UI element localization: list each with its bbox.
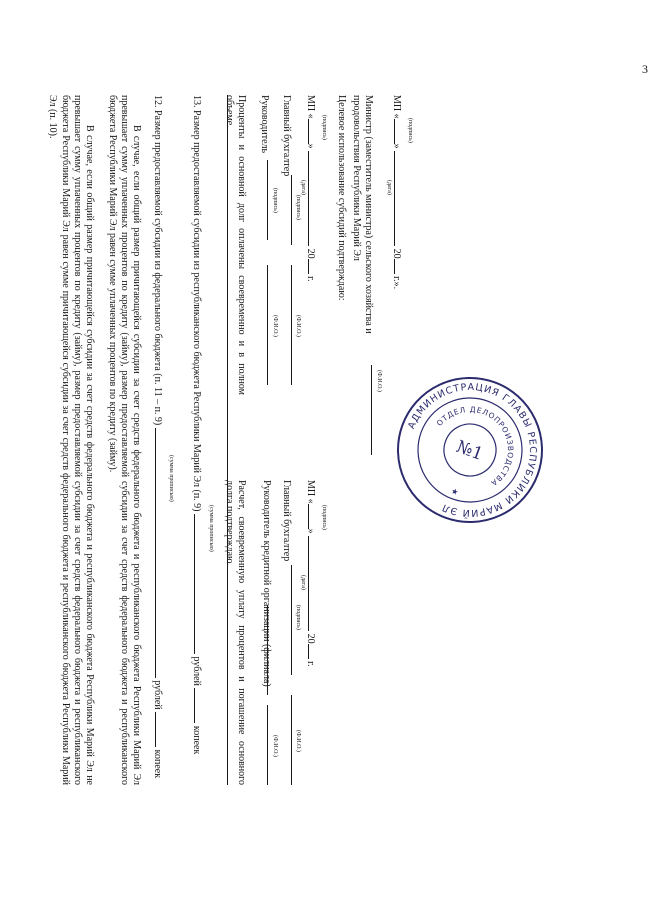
right-mp-year-line xyxy=(308,644,318,659)
left-head xyxy=(258,95,270,153)
item-13 xyxy=(190,95,204,754)
bottom-mp-g: г.». xyxy=(391,276,402,290)
right-mp xyxy=(304,480,318,667)
item-12-caption: (сумма прописью) xyxy=(168,455,174,502)
item-12-kop-line xyxy=(155,712,165,747)
paragraph-1: В случае, если общий размер причитающейся субсидии за счет средств федерального бюджета и республиканского бюджета Республики Марий Эл не превышает сумму уплаченных процентов по кредиту (займу), размер предоставляемой субсидии за счет средств федерального бюджета и республиканского бюджета Республики Марий Эл равен сумме причитающейся субсидии за счет средств федерального бюджета и республиканского бюджета Республики Марий Эл (п. 10). xyxy=(47,95,95,785)
left-mp-g: г. xyxy=(305,276,316,282)
left-head-sign-line xyxy=(267,160,268,240)
bottom-mp-close: » xyxy=(391,143,402,149)
left-head-sign-caption: (подпись) xyxy=(272,188,278,213)
left-mp-close: » xyxy=(305,143,316,149)
bottom-sign-line xyxy=(371,365,372,455)
item-12-sum-line xyxy=(155,428,165,678)
item-13-rub: рублей xyxy=(191,656,202,686)
left-mp-sign-caption: (подпись) xyxy=(321,115,327,140)
bottom-confirm: Целевое использование субсидий подтверждаю: xyxy=(336,95,347,301)
bottom-mp-day-line xyxy=(394,119,404,144)
paragraph-2: В случае, если общий размер причитающейся субсидии за счет средств федерального бюджета и республиканского бюджета Республики Марий Эл превышает сумму уплаченных процентов по кредиту (займу), размер предоставляемой субсидии за счет средств федерального бюджета и республиканского бюджета Республики Марий Эл равен сумме уплаченных процентов по кредиту (займу). xyxy=(106,95,142,785)
bottom-mp-date-caption: (дата) xyxy=(386,180,392,195)
right-acc-fio-line xyxy=(291,695,292,785)
left-mp-month-line xyxy=(308,151,318,246)
seal-outer-text: АДМИНИСТРАЦИЯ ГЛАВЫ РЕСПУБЛИКИ МАРИЙ ЭЛ xyxy=(406,381,539,519)
item-13-kop: копеек xyxy=(191,725,202,755)
item-13-kop-line xyxy=(194,688,204,723)
right-head: Руководитель кредитной организации (филиала) xyxy=(261,480,272,687)
right-acc-sign-caption: (подпись) xyxy=(295,605,301,630)
right-mp-month-line xyxy=(308,536,318,631)
item-12-label: 12. Размер предоставляемой субсидии из федерального бюджета (п. 11 – п. 9) xyxy=(152,95,163,426)
left-acc-fio-caption: (Ф.И.О.) xyxy=(295,315,301,337)
left-acc-sign-line xyxy=(291,175,292,245)
right-mp-sign-caption: (подпись) xyxy=(321,505,327,530)
left-mp-year-line xyxy=(308,259,318,274)
item-13-sum-line xyxy=(194,514,204,654)
bottom-mp-month-line xyxy=(394,151,404,246)
page-number: 3 xyxy=(642,62,648,76)
bottom-fio-caption: (Ф.И.О.) xyxy=(376,370,382,392)
right-head-fio-line xyxy=(267,705,268,785)
left-head-fio-caption: (Ф.И.О.) xyxy=(272,315,278,337)
seal-number: №1 xyxy=(453,436,486,465)
item-12-kop: копеек xyxy=(152,749,163,779)
bottom-mp-sign-caption: (подпись) xyxy=(407,118,413,143)
bottom-mp-label: МП « xyxy=(391,95,402,119)
seal-inner-text: ОТДЕЛ ДЕЛОПРОИЗВОДСТВА xyxy=(434,404,516,489)
right-confirm-text: Расчет, своевременную уплату процентов и погашение основного долга подтверждаю. xyxy=(223,480,247,785)
left-head-label: Руководитель xyxy=(259,95,270,154)
right-mp-close: » xyxy=(305,528,316,534)
right-mp-year: 20 xyxy=(305,633,316,644)
bottom-mp-year-line xyxy=(394,259,404,274)
right-head-fio-caption: (Ф.И.О.) xyxy=(272,735,278,757)
left-confirm-text: Проценты и основной долг оплачены своевременно и в полном объеме. xyxy=(223,95,247,395)
right-acc-fio-caption: (Ф.И.О.) xyxy=(295,730,301,752)
left-mp-date-caption: (дата) xyxy=(300,180,306,195)
right-mp-date-caption: (дата) xyxy=(300,575,306,590)
left-mp-day-line xyxy=(308,119,318,144)
right-acc-sign-line xyxy=(291,565,292,675)
left-head-fio-line xyxy=(267,265,268,385)
seal-star-icon: ★ xyxy=(449,486,460,498)
bottom-mp-year: 20 xyxy=(391,248,402,259)
bottom-mp xyxy=(390,95,404,289)
right-mp-g: г. xyxy=(305,661,316,667)
bottom-minister: Министр (заместитель министра) сельского хозяйства и продовольствия Республики Марий Эл xyxy=(350,95,374,334)
right-accountant: Главный бухгалтер xyxy=(281,480,292,562)
right-mp-label: МП « xyxy=(305,480,316,504)
left-acc-sign-caption: (подпись) xyxy=(295,195,301,220)
item-12-rub: рублей xyxy=(152,680,163,710)
left-mp-year: 20 xyxy=(305,248,316,259)
item-12 xyxy=(151,95,165,778)
right-head-sign-line xyxy=(267,605,268,695)
left-accountant: Главный бухгалтер xyxy=(281,95,292,177)
left-acc-fio-line xyxy=(291,265,292,385)
right-mp-day-line xyxy=(308,504,318,529)
left-mp-label: МП « xyxy=(305,95,316,119)
left-mp xyxy=(304,95,318,282)
item-13-caption: (сумма прописью) xyxy=(208,505,214,552)
item-13-label: 13. Размер предоставляемой субсидии из республиканского бюджета Республики Марий Эл (п. 9) xyxy=(191,95,202,512)
